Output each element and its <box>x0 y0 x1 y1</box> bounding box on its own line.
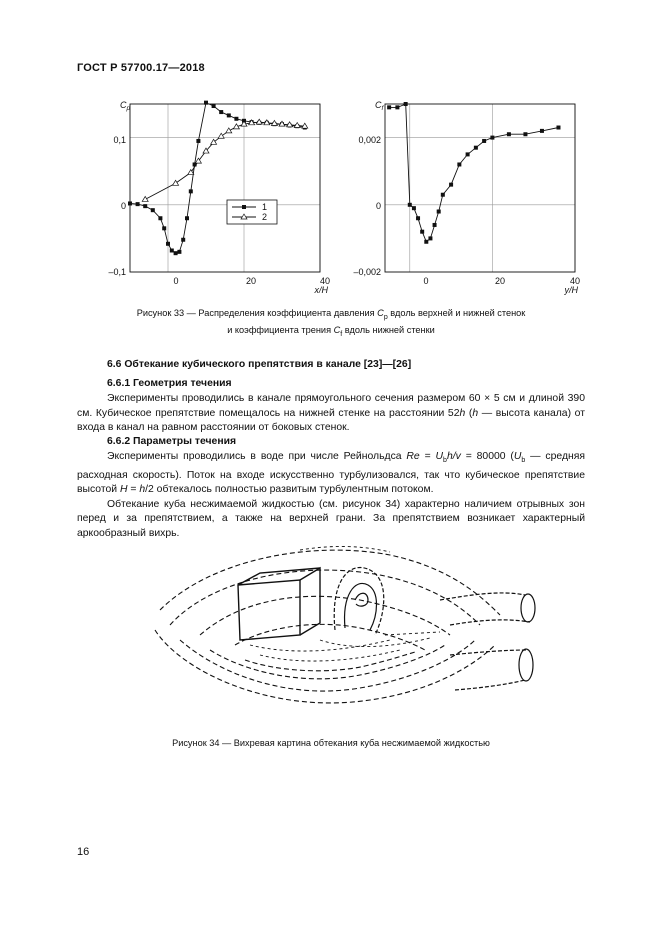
cp-y-tick-0: 0,1 <box>113 135 126 145</box>
cf-x-tick-2: 40 <box>569 276 581 286</box>
document-header: ГОСТ Р 57700.17—2018 <box>77 62 205 74</box>
cp-y-tick-2: –0,1 <box>108 267 126 277</box>
cube-obstacle <box>238 568 320 640</box>
cf-x-label: y/H <box>564 285 578 295</box>
cp-distribution-chart <box>110 92 340 302</box>
cf-grid <box>385 104 575 272</box>
cf-series-0-point-7 <box>424 240 428 244</box>
cf-series-0-point-2 <box>404 102 408 106</box>
cp-series-0-point-11 <box>185 216 189 220</box>
cf-series-0-point-5 <box>416 216 420 220</box>
section-6-6-title: 6.6 Обтекание кубического препятствия в канале [23]—[26] <box>107 359 412 370</box>
cf-series-0-point-11 <box>441 193 445 197</box>
legend-square-marker <box>242 205 246 209</box>
cp-y-tick-1: 0 <box>120 201 126 211</box>
cp-series-1-point-5 <box>211 139 217 144</box>
cp-series-1-point-7 <box>226 128 232 133</box>
cf-series-0-point-1 <box>395 105 399 109</box>
cf-series-0-point-16 <box>482 139 486 143</box>
cf-series-0-point-21 <box>556 126 560 130</box>
arch-vortex <box>334 568 384 636</box>
cf-series-0-point-10 <box>437 210 441 214</box>
cp-series-0-line <box>130 103 305 254</box>
cf-series-0-point-13 <box>457 162 461 166</box>
cf-series-0-point-14 <box>466 152 470 156</box>
cp-series-0-point-8 <box>174 251 178 255</box>
cp-x-tick-2: 40 <box>319 276 331 286</box>
section-6-6-1-title: 6.6.1 Геометрия течения <box>107 378 232 389</box>
cp-x-tick-0: 0 <box>173 276 179 286</box>
cp-series-1-point-1 <box>173 180 179 185</box>
section-6-6-1-text: Эксперименты проводились в канале прямоугольного сечения размером 60 × 5 см и длиной 390 см. Кубическое препятствие помещалось на нижней стенке на расстоянии 52h (h — высота канала) от входа в канал на равном расстоянии от боковых стенок. <box>77 393 585 434</box>
figure-33-caption: Рисунок 33 — Распределения коэффициента давления $C_p$ вдоль верхней и нижней стенок и коэффициента трения $C_f$ вдоль нижней стенки <box>136 308 526 338</box>
cp-series-0-point-14 <box>196 139 200 143</box>
cf-y-tick-2: –0,002 <box>353 267 381 277</box>
cp-series <box>128 101 308 256</box>
figure-34-caption: Рисунок 34 — Вихревая картина обтекания куба несжимаемой жидкостью <box>172 738 490 748</box>
cf-series-0-point-4 <box>412 206 416 210</box>
cp-series-0-point-16 <box>212 104 216 108</box>
cp-x-label: x/H <box>314 285 328 295</box>
cp-series-0-point-10 <box>181 238 185 242</box>
cf-series-0-point-20 <box>540 129 544 133</box>
cp-series-0-point-0 <box>128 201 132 205</box>
cube-vortex-figure <box>150 540 550 720</box>
outflow-tubes <box>440 593 535 690</box>
cp-series-0-point-4 <box>158 216 162 220</box>
cf-x-tick-1: 20 <box>494 276 506 286</box>
cp-series-0-point-2 <box>143 204 147 208</box>
section-6-6-2-text: Эксперименты проводились в воде при числе Рейнольдса $Re = U_bh/v = 80000$ ($U_b$ — средняя расходная скорость). Поток на входе искусственно турбулизовался, так что кубическое препятствие высотой H = h/2 обтекалось полностью развитым турбулентным потоком. Обтекание куба несжимаемой жидкостью (см. рисунок 34) характерно наличием отрывных зон перед и за препятствием, а также на верхней грани. За препятствием возникает характерный аркообразный вихрь. <box>77 451 586 540</box>
cp-series-0-point-15 <box>204 101 208 105</box>
cp-series-1-point-11 <box>256 119 262 124</box>
section-6-6-2-title: 6.6.2 Параметры течения <box>107 436 237 447</box>
cf-x-tick-0: 0 <box>423 276 429 286</box>
cp-series-0-point-1 <box>136 202 140 206</box>
cf-plot-frame <box>385 104 575 272</box>
cf-series-0-point-19 <box>523 132 527 136</box>
cf-y-tick-0: 0,002 <box>358 135 381 145</box>
cp-series-0-point-6 <box>166 242 170 246</box>
legend-entry-1: 1 <box>262 202 268 212</box>
cf-series-0-point-6 <box>420 230 424 234</box>
cf-series-0-point-15 <box>474 146 478 150</box>
cf-series <box>387 102 560 244</box>
cf-distribution-chart <box>355 92 585 302</box>
page-number: 16 <box>77 846 90 858</box>
cp-series-1-point-2 <box>188 170 194 175</box>
cp-plot-frame <box>130 104 320 272</box>
cf-series-0-point-12 <box>449 183 453 187</box>
cp-series-0-point-5 <box>162 226 166 230</box>
cf-series-0-point-3 <box>408 203 412 207</box>
lower-vortex-line <box>155 630 495 703</box>
cp-series-0-point-19 <box>234 117 238 121</box>
cf-series-0-point-17 <box>490 136 494 140</box>
cf-series-0-point-18 <box>507 132 511 136</box>
outer-vortex-line <box>160 550 500 615</box>
cp-y-label: $C_p$ <box>120 100 131 112</box>
cf-y-tick-1: 0 <box>375 201 381 211</box>
cp-series-1-line <box>145 122 305 199</box>
cp-series-0-point-18 <box>227 113 231 117</box>
legend-entry-2: 2 <box>262 212 268 222</box>
cf-series-0-point-8 <box>428 236 432 240</box>
cf-series-0-line <box>389 104 558 242</box>
cp-series-0-point-9 <box>177 250 181 254</box>
cp-series-1-point-6 <box>218 133 224 138</box>
cp-series-0-point-12 <box>189 189 193 193</box>
cp-series-0-point-7 <box>170 248 174 252</box>
cp-series-0-point-17 <box>219 110 223 114</box>
cp-series-0-point-3 <box>151 208 155 212</box>
cf-series-0-point-9 <box>433 223 437 227</box>
cf-series-0-point-0 <box>387 105 391 109</box>
cp-x-tick-1: 20 <box>245 276 257 286</box>
cp-series-1-point-0 <box>142 196 148 201</box>
cp-grid <box>130 104 320 272</box>
cf-y-label: $C_f$ <box>375 100 384 112</box>
cp-legend <box>227 200 277 224</box>
